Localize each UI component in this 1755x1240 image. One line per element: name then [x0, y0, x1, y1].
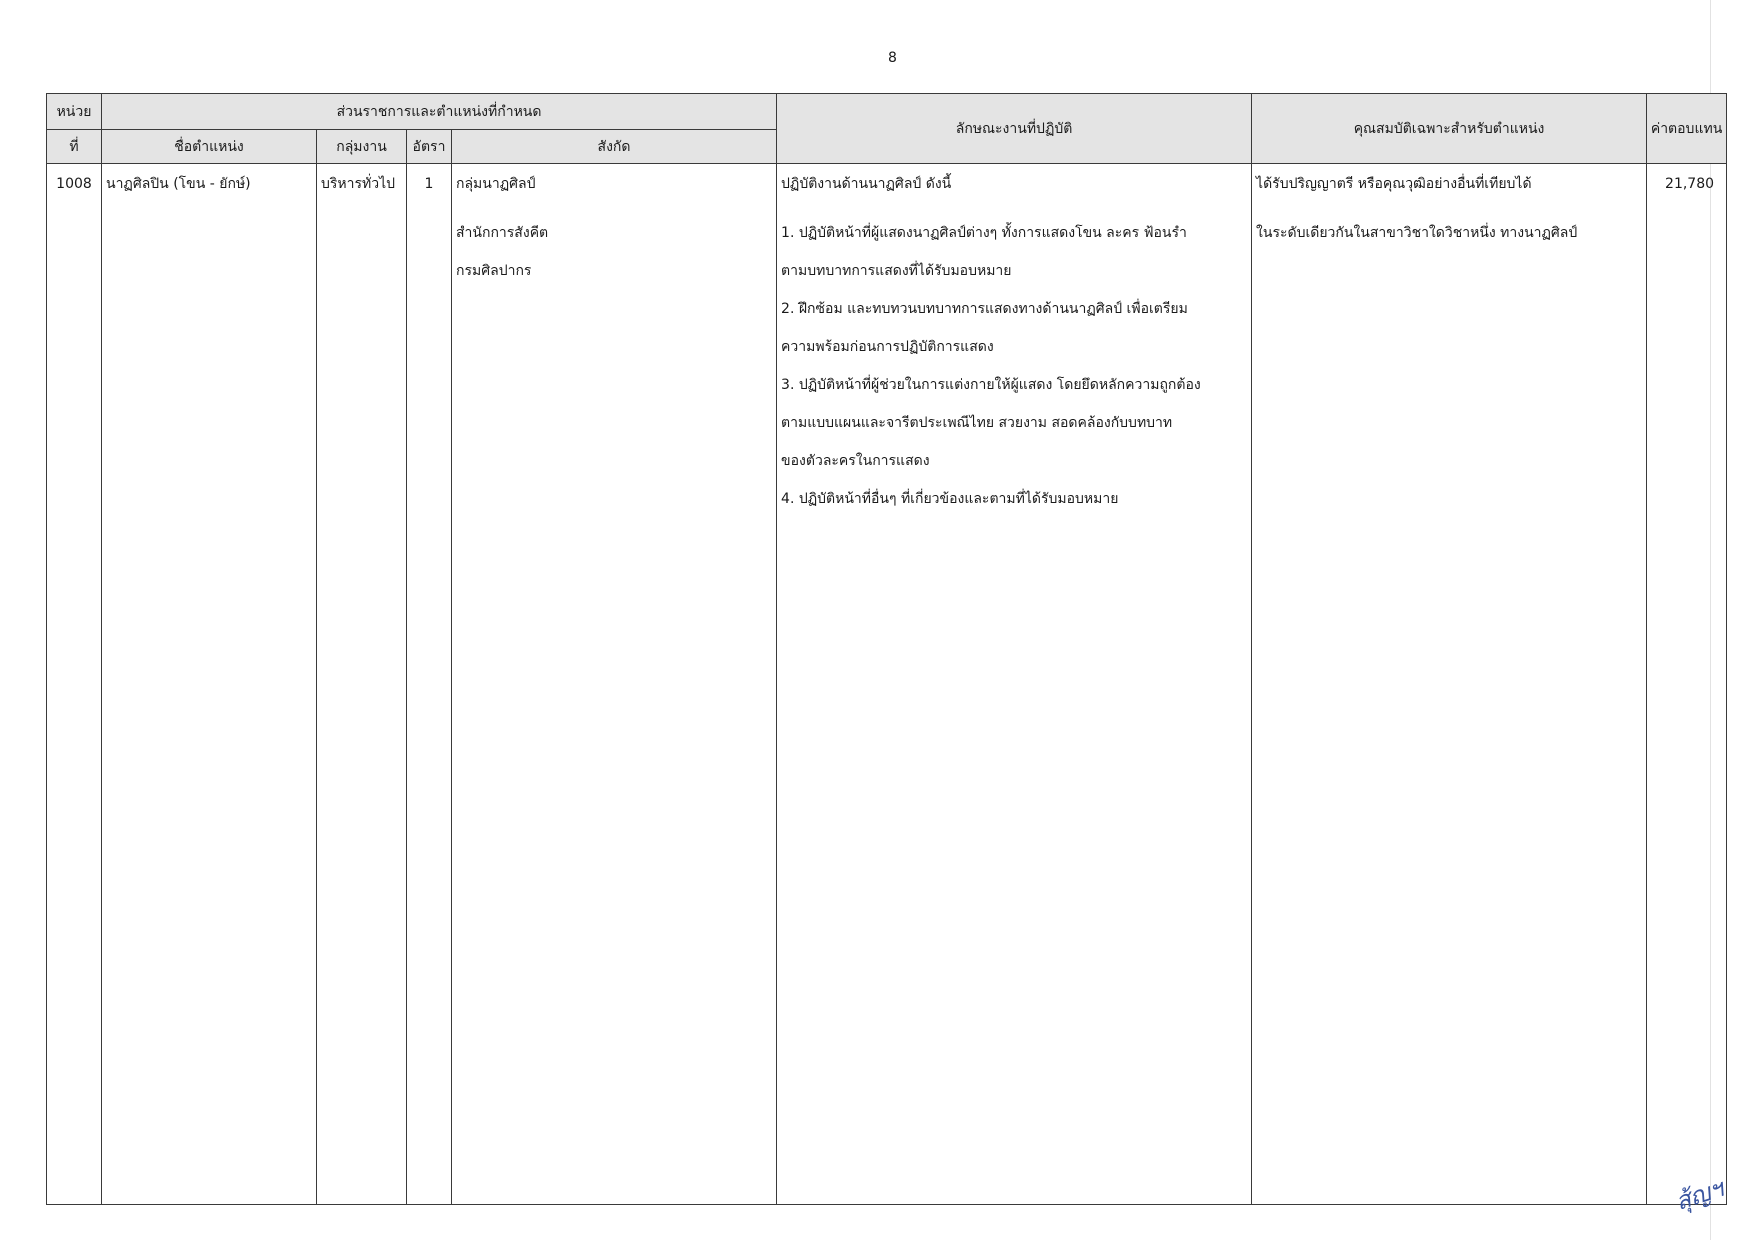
header-unit: หน่วย [47, 94, 102, 130]
job-description-line: ความพร้อมก่อนการปฏิบัติการแสดง [781, 339, 994, 355]
qualification-cell [1252, 164, 1647, 1205]
job-description-line: 3. ปฏิบัติหน้าที่ผู้ช่วยในการแต่งกายให้ผู้แสดง โดยยึดหลักความถูกต้อง [781, 377, 1201, 393]
job-description-line: ของตัวละครในการแสดง [781, 453, 930, 469]
job-description-cell [777, 164, 1252, 1205]
table-row [47, 164, 1727, 1205]
header-affiliation: สังกัด [452, 130, 777, 164]
affiliation-cell [452, 164, 777, 1205]
job-description-line: ตามบทบาทการแสดงที่ได้รับมอบหมาย [781, 263, 1012, 279]
affiliation-line: กรมศิลปากร [456, 263, 532, 279]
affiliation-line: กลุ่มนาฏศิลป์ [456, 176, 536, 192]
header-position-name: ชื่อตำแหน่ง [102, 130, 317, 164]
job-group: บริหารทั่วไป [321, 176, 396, 192]
unit-cell: 1008 [47, 164, 102, 1205]
position-table [46, 93, 1727, 1205]
header-qualification: คุณสมบัติเฉพาะสำหรับตำแหน่ง [1252, 94, 1647, 164]
qualification-line: ในระดับเดียวกันในสาขาวิชาใดวิชาหนึ่ง ทางนาฏศิลป์ [1256, 225, 1578, 241]
job-group-cell [317, 164, 407, 1205]
job-description-line: 4. ปฏิบัติหน้าที่อื่นๆ ที่เกี่ยวข้องและตามที่ได้รับมอบหมาย [781, 491, 1119, 507]
signature-text: สุ้ญฯ [1672, 1174, 1727, 1216]
position-name: นาฏศิลปิน (โขน - ยักษ์) [106, 176, 251, 192]
header-job-group: กลุ่มงาน [317, 130, 407, 164]
header-agency-group: ส่วนราชการและตำแหน่งที่กำหนด [102, 94, 777, 130]
header-rate: อัตรา [407, 130, 452, 164]
job-description-line: ปฏิบัติงานด้านนาฏศิลป์ ดังนี้ [781, 176, 952, 192]
job-description-line: ตามแบบแผนและจารีตประเพณีไทย สวยงาม สอดคล้องกับบทบาท [781, 415, 1173, 431]
header-job-description: ลักษณะงานที่ปฏิบัติ [777, 94, 1252, 164]
header-compensation: ค่าตอบแทน [1647, 94, 1727, 164]
header-unit-no: ที่ [47, 130, 102, 164]
job-description-line: 2. ฝึกซ้อม และทบทวนบทบาทการแสดงทางด้านนาฏศิลป์ เพื่อเตรียม [781, 301, 1188, 317]
qualification-line: ได้รับปริญญาตรี หรือคุณวุฒิอย่างอื่นที่เทียบได้ [1256, 176, 1532, 192]
rate-cell: 1 [407, 164, 452, 1205]
affiliation-line: สำนักการสังคีต [456, 225, 549, 241]
position-name-cell [102, 164, 317, 1205]
page-number: 8 [888, 50, 897, 66]
compensation-cell: 21,780 [1647, 164, 1727, 1205]
job-description-line: 1. ปฏิบัติหน้าที่ผู้แสดงนาฏศิลป์ต่างๆ ทั้งการแสดงโขน ละคร ฟ้อนรำ [781, 225, 1187, 241]
